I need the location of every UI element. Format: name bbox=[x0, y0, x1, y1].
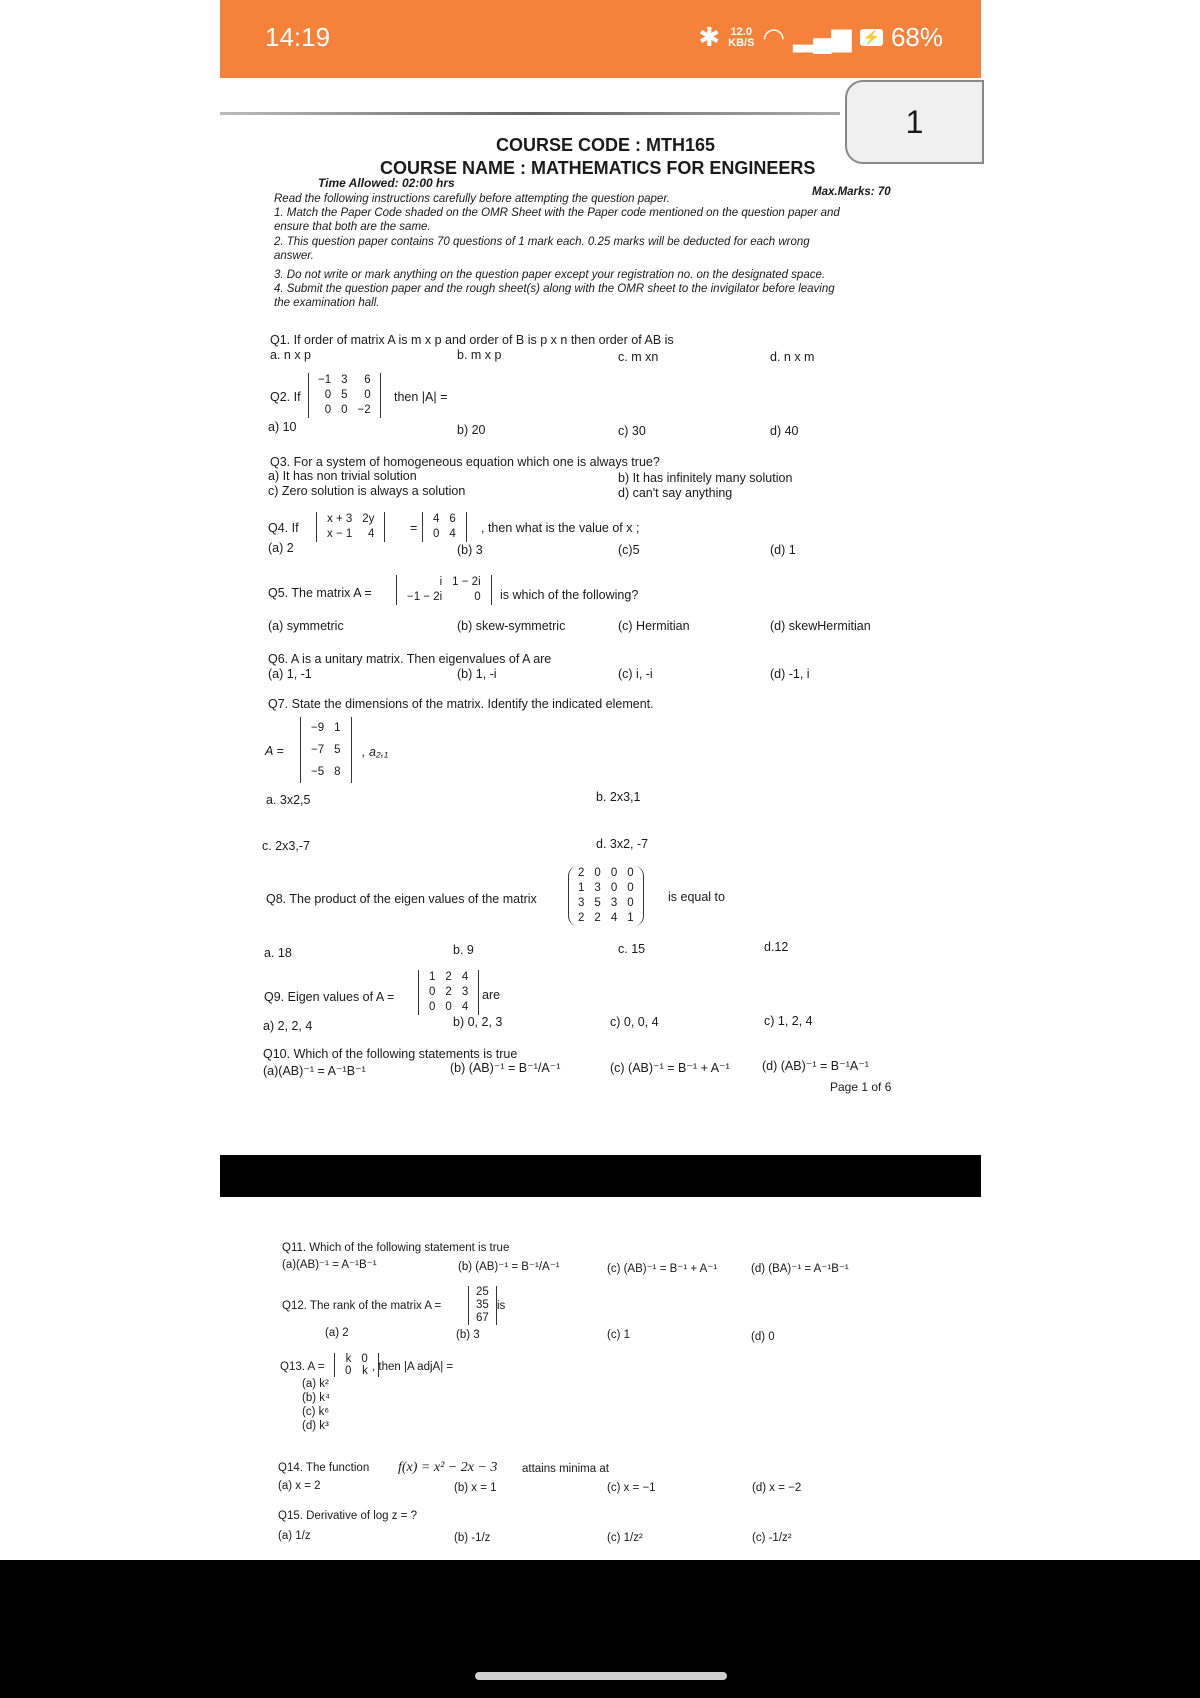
q13-option-d: (d) k³ bbox=[302, 1420, 329, 1432]
q5-suffix: is which of the following? bbox=[500, 588, 639, 602]
q12-suffix: is bbox=[497, 1300, 506, 1312]
q4-suffix: , then what is the value of x ; bbox=[481, 521, 640, 535]
q1-text: Q1. If order of matrix A is m x p and order of B is p x n then order of AB is bbox=[270, 333, 674, 347]
q14-option-d: (d) x = −2 bbox=[752, 1482, 802, 1494]
header-rule bbox=[220, 112, 840, 115]
q8-option-b: b. 9 bbox=[453, 943, 474, 957]
q8-option-a: a. 18 bbox=[264, 946, 292, 960]
q13-option-c: (c) k⁶ bbox=[302, 1406, 330, 1418]
q9-option-c: c) 0, 0, 4 bbox=[610, 1015, 659, 1029]
q2-suffix: then |A| = bbox=[394, 390, 448, 404]
q11-option-b: (b) (AB)⁻¹ = B⁻¹/A⁻¹ bbox=[458, 1261, 560, 1273]
battery-level: 68% bbox=[890, 22, 943, 52]
q11-text: Q11. Which of the following statement is true bbox=[282, 1242, 510, 1254]
q6-text: Q6. A is a unitary matrix. Then eigenvalues of A are bbox=[268, 652, 552, 666]
status-time: 14:19 bbox=[265, 22, 331, 52]
q14-suffix: attains minima at bbox=[522, 1463, 609, 1475]
q7-option-d: d. 3x2, -7 bbox=[596, 837, 649, 851]
max-marks: Max.Marks: 70 bbox=[812, 186, 891, 198]
instructions-heading: Read the following instructions carefully before attempting the question paper. bbox=[274, 193, 670, 205]
q3-text: Q3. For a system of homogeneous equation which one is always true? bbox=[270, 455, 660, 469]
q6-option-c: (c) i, -i bbox=[618, 667, 653, 681]
q4-matrix-right: 4 6 0 4 bbox=[422, 512, 467, 542]
q15-option-a: (a) 1/z bbox=[278, 1530, 311, 1542]
q10-option-a: (a)(AB)⁻¹ = A⁻¹B⁻¹ bbox=[263, 1064, 366, 1078]
q8-option-c: c. 15 bbox=[618, 942, 646, 956]
wifi-icon: ◠ bbox=[762, 22, 786, 52]
home-gesture-handle[interactable] bbox=[475, 1672, 727, 1680]
course-name: COURSE NAME : MATHEMATICS FOR ENGINEERS bbox=[380, 158, 816, 178]
q10-option-c: (c) (AB)⁻¹ = B⁻¹ + A⁻¹ bbox=[610, 1061, 730, 1075]
q5-option-c: (c) Hermitian bbox=[618, 619, 690, 633]
q9-option-a: a) 2, 2, 4 bbox=[263, 1019, 313, 1033]
q7-lhs: A = bbox=[265, 744, 284, 758]
q7-element: , a₂,₁ bbox=[362, 745, 389, 759]
q3-option-c: c) Zero solution is always a solution bbox=[268, 484, 466, 498]
q15-option-d: (c) -1/z² bbox=[752, 1532, 792, 1544]
instruction-4a: 4. Submit the question paper and the rough sheet(s) along with the OMR sheet to the invigilator before leaving bbox=[274, 283, 835, 295]
time-allowed: Time Allowed: 02:00 hrs bbox=[318, 176, 455, 190]
instruction-2b: answer. bbox=[274, 250, 314, 262]
instruction-1b: ensure that both are the same. bbox=[274, 221, 431, 233]
q7-option-a: a. 3x2,5 bbox=[266, 793, 311, 807]
q2-option-c: c) 30 bbox=[618, 424, 646, 438]
q5-prefix: Q5. The matrix A = bbox=[268, 586, 372, 600]
q13-suffix: , then |A adjA| = bbox=[372, 1361, 454, 1373]
q1-option-d: d. n x m bbox=[770, 350, 815, 364]
status-bar bbox=[220, 0, 981, 78]
q14-option-a: (a) x = 2 bbox=[278, 1480, 321, 1492]
q4-matrix-left: x + 3 2y x − 1 4 bbox=[316, 512, 385, 542]
course-code: COURSE CODE : MTH165 bbox=[496, 135, 716, 155]
q13-matrix: k 0 0 k bbox=[334, 1353, 379, 1377]
q14-option-b: (b) x = 1 bbox=[454, 1482, 497, 1494]
q4-option-c: (c)5 bbox=[618, 543, 640, 557]
page-number: Page 1 of 6 bbox=[830, 1080, 892, 1094]
q15-option-b: (b) -1/z bbox=[454, 1532, 491, 1544]
q10-text: Q10. Which of the following statements is true bbox=[263, 1047, 518, 1061]
q11-option-d: (d) (BA)⁻¹ = A⁻¹B⁻¹ bbox=[751, 1263, 849, 1275]
q12-option-c: (c) 1 bbox=[607, 1329, 630, 1341]
q13-option-a: (a) k² bbox=[302, 1378, 329, 1390]
q5-option-a: (a) symmetric bbox=[268, 619, 344, 633]
page-indicator: 1 bbox=[845, 80, 984, 164]
q1-option-a: a. n x p bbox=[270, 348, 311, 362]
network-speed: 12.0 KB/S bbox=[728, 25, 755, 49]
instruction-3: 3. Do not write or mark anything on the question paper except your registration no. on the designated space. bbox=[274, 269, 826, 281]
q7-option-c: c. 2x3,-7 bbox=[262, 839, 310, 853]
q14-option-c: (c) x = −1 bbox=[607, 1482, 656, 1494]
q6-option-b: (b) 1, -i bbox=[457, 667, 497, 681]
q12-prefix: Q12. The rank of the matrix A = bbox=[282, 1300, 442, 1312]
q12-matrix: 25 35 67 bbox=[468, 1286, 497, 1325]
q3-option-b: b) It has infinitely many solution bbox=[618, 471, 793, 485]
q13-option-b: (b) k⁴ bbox=[302, 1392, 330, 1404]
q5-option-b: (b) skew-symmetric bbox=[457, 619, 566, 633]
q4-option-b: (b) 3 bbox=[457, 543, 483, 557]
q1-option-c: c. m xn bbox=[618, 350, 659, 364]
q2-prefix: Q2. If bbox=[270, 390, 301, 404]
q8-option-d: d.12 bbox=[764, 940, 789, 954]
signal-icon: ▂▄▆ bbox=[793, 22, 852, 52]
q11-option-c: (c) (AB)⁻¹ = B⁻¹ + A⁻¹ bbox=[607, 1263, 718, 1275]
q2-option-d: d) 40 bbox=[770, 424, 799, 438]
status-icons bbox=[698, 22, 943, 53]
q9-option-b: b) 0, 2, 3 bbox=[453, 1015, 503, 1029]
q6-option-a: (a) 1, -1 bbox=[268, 667, 312, 681]
q13-prefix: Q13. A = bbox=[280, 1361, 325, 1373]
q6-option-d: (d) -1, i bbox=[770, 667, 810, 681]
instruction-2a: 2. This question paper contains 70 questions of 1 mark each. 0.25 marks will be deducted for each wrong bbox=[274, 236, 810, 248]
q12-option-b: (b) 3 bbox=[456, 1329, 480, 1341]
q2-option-b: b) 20 bbox=[457, 423, 486, 437]
q10-option-b: (b) (AB)⁻¹ = B⁻¹/A⁻¹ bbox=[450, 1061, 561, 1075]
q4-option-a: (a) 2 bbox=[268, 541, 294, 555]
q5-option-d: (d) skewHermitian bbox=[770, 619, 871, 633]
q3-option-d: d) can't say anything bbox=[618, 486, 733, 500]
q15-option-c: (c) 1/z² bbox=[607, 1532, 643, 1544]
instruction-1a: 1. Match the Paper Code shaded on the OMR Sheet with the Paper code mentioned on the question paper and bbox=[274, 207, 840, 219]
battery-charging-icon: ⚡ bbox=[860, 29, 883, 46]
q15-text: Q15. Derivative of log z = ? bbox=[278, 1510, 418, 1522]
q9-prefix: Q9. Eigen values of A = bbox=[264, 990, 395, 1004]
q11-option-a: (a)(AB)⁻¹ = A⁻¹B⁻¹ bbox=[282, 1259, 377, 1271]
q9-suffix: are bbox=[482, 988, 501, 1002]
q4-equals: = bbox=[410, 521, 418, 535]
q9-matrix: 1 2 4 0 2 3 0 0 4 bbox=[418, 970, 479, 1015]
bluetooth-icon: ✱ bbox=[698, 22, 721, 52]
q7-option-b: b. 2x3,1 bbox=[596, 790, 641, 804]
q9-option-d: c) 1, 2, 4 bbox=[764, 1014, 813, 1028]
q4-prefix: Q4. If bbox=[268, 521, 299, 535]
q1-option-b: b. m x p bbox=[457, 348, 502, 362]
instruction-4b: the examination hall. bbox=[274, 297, 380, 309]
q5-matrix: i 1 − 2i −1 − 2i 0 bbox=[396, 575, 492, 605]
q4-option-d: (d) 1 bbox=[770, 543, 796, 557]
q7-text: Q7. State the dimensions of the matrix. Identify the indicated element. bbox=[268, 697, 654, 711]
q7-matrix: −9 1 −7 5 −5 8 bbox=[300, 717, 352, 783]
q8-prefix: Q8. The product of the eigen values of the matrix bbox=[266, 892, 537, 906]
q3-option-a: a) It has non trivial solution bbox=[268, 469, 417, 483]
page-separator bbox=[220, 1155, 981, 1197]
q14-prefix: Q14. The function bbox=[278, 1462, 370, 1474]
q2-matrix: −1 3 6 0 5 0 0 0 −2 bbox=[308, 373, 381, 418]
q12-option-d: (d) 0 bbox=[751, 1331, 775, 1343]
q12-option-a: (a) 2 bbox=[325, 1327, 349, 1339]
q10-option-d: (d) (AB)⁻¹ = B⁻¹A⁻¹ bbox=[762, 1059, 869, 1073]
q2-option-a: a) 10 bbox=[268, 420, 297, 434]
q8-matrix: 2 0 0 0 1 3 0 0 3 5 3 0 2 2 4 1 bbox=[568, 866, 644, 926]
q14-function: f(x) = x² − 2x − 3 bbox=[398, 1460, 498, 1475]
q8-suffix: is equal to bbox=[668, 890, 725, 904]
